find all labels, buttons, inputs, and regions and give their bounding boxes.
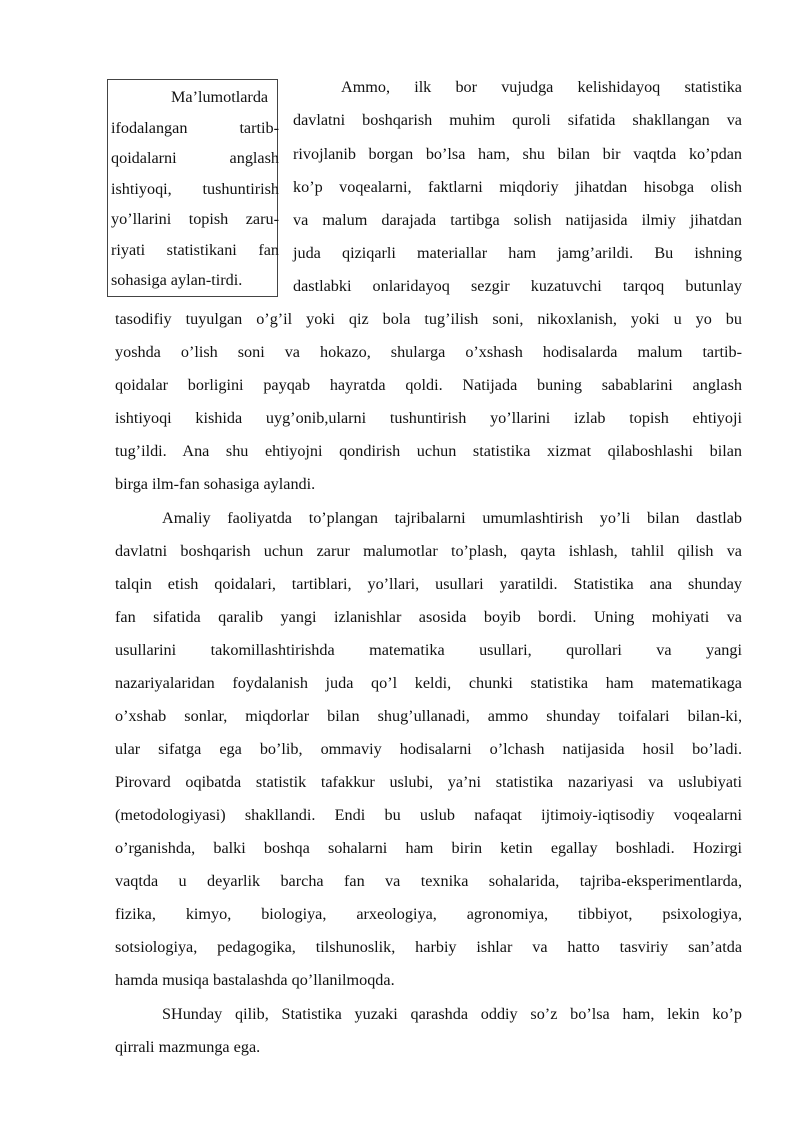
- paragraph-line: (metodologiyasi) shakllandi. Endi bu uslub nafaqat ijtimoiy-iqtisodiy voqealarni: [115, 806, 742, 824]
- paragraph-line: ular sifatga ega bo’lib, ommaviy hodisalarni o’lchash natijasida hosil bo’ladi.: [115, 740, 742, 758]
- paragraph-line: nazariyalaridan foydalanish juda qo’l keldi, chunki statistika ham matematikaga: [115, 674, 742, 692]
- paragraph-line: tug’ildi. Ana shu ehtiyojni qondirish uchun statistika xizmat qilaboshlashi bilan: [115, 442, 742, 460]
- paragraph-line: Pirovard oqibatda statistik tafakkur uslubi, ya’ni statistika nazariyasi va uslubiyati: [115, 773, 742, 791]
- paragraph-line: yoshda o’lish soni va hokazo, shularga o’xshash hodisalarda malum tartib-: [115, 343, 742, 361]
- paragraph-line: sotsiologiya, pedagogika, tilshunoslik, harbiy ishlar va hatto tasviriy san’atda: [115, 938, 742, 956]
- paragraph-line: juda qiziqarli materiallar ham jamg’arildi. Bu ishning: [293, 244, 742, 262]
- paragraph-line: qoidalar borligini payqab hayratda qoldi. Natijada buning sabablarini anglash: [115, 376, 742, 394]
- paragraph-line: ishtiyoqi kishida uyg’onib,ularni tushuntirish yo’llarini izlab topish ehtiyoji: [115, 409, 742, 427]
- paragraph-line: davlatni boshqarish muhim quroli sifatida shakllangan va: [293, 111, 742, 129]
- paragraph-line: ko’p voqealarni, faktlarni miqdoriy jihatdan hisobga olish: [293, 178, 742, 196]
- paragraph-line: SHunday qilib, Statistika yuzaki qarashda oddiy so’z bo’lsa ham, lekin ko’p: [162, 1005, 742, 1023]
- paragraph-line: davlatni boshqarish uchun zarur malumotlar to’plash, qayta ishlash, tahlil qilish va: [115, 542, 742, 560]
- paragraph-line: usullarini takomillashtirishda matematika usullari, qurollari va yangi: [115, 641, 742, 659]
- margin-note-box: [107, 79, 278, 297]
- paragraph-line: birga ilm-fan sohasiga aylandi.: [115, 475, 316, 493]
- paragraph-line: vaqtda u deyarlik barcha fan va texnika sohalarida, tajriba-eksperimentlarda,: [115, 872, 742, 890]
- paragraph-line: fan sifatida qaralib yangi izlanishlar asosida boyib bordi. Uning mohiyati va: [115, 608, 742, 626]
- paragraph-line: o’xshab sonlar, miqdorlar bilan shug’ullanadi, ammo shunday toifalari bilan-ki,: [115, 707, 742, 725]
- paragraph-line: o’rganishda, balki boshqa sohalarni ham birin ketin egallay boshladi. Hozirgi: [115, 839, 742, 857]
- margin-note-line: riyati statistikani fan: [111, 241, 279, 259]
- paragraph-line: fizika, kimyo, biologiya, arxeologiya, agronomiya, tibbiyot, psixologiya,: [115, 905, 742, 923]
- paragraph-line: hamda musiqa bastalashda qo’llanilmoqda.: [115, 971, 395, 989]
- paragraph-line: Ammo, ilk bor vujudga kelishidayoq statistika: [341, 78, 742, 96]
- paragraph-line: rivojlanib borgan bo’lsa ham, shu bilan bir vaqtda ko’pdan: [293, 145, 742, 163]
- paragraph-line: dastlabki onlaridayoq sezgir kuzatuvchi tarqoq butunlay: [293, 277, 742, 295]
- paragraph-line: talqin etish qoidalari, tartiblari, yo’llari, usullari yaratildi. Statistika ana shunday: [115, 575, 742, 593]
- margin-note-line: ifodalangan tartib-: [111, 119, 279, 137]
- paragraph-line: va malum darajada tartibga solish natijasida ilmiy jihatdan: [293, 211, 742, 229]
- paragraph-line: Amaliy faoliyatda to’plangan tajribalarni umumlashtirish yo’li bilan dastlab: [162, 509, 742, 527]
- paragraph-line: tasodifiy tuyulgan o’g’il yoki qiz bola tug’ilish soni, nikoxlanish, yoki u yo bu: [115, 310, 742, 328]
- margin-note-line: ishtiyoqi, tushuntirish: [111, 180, 279, 198]
- margin-note-line: yo’llarini topish zaru-: [111, 210, 279, 228]
- paragraph-line: qirrali mazmunga ega.: [115, 1038, 261, 1056]
- margin-note-line: Ma’lumotlarda: [171, 88, 269, 106]
- margin-note-line: sohasiga aylan-tirdi.: [111, 271, 243, 289]
- margin-note-line: qoidalarni anglash: [111, 149, 279, 167]
